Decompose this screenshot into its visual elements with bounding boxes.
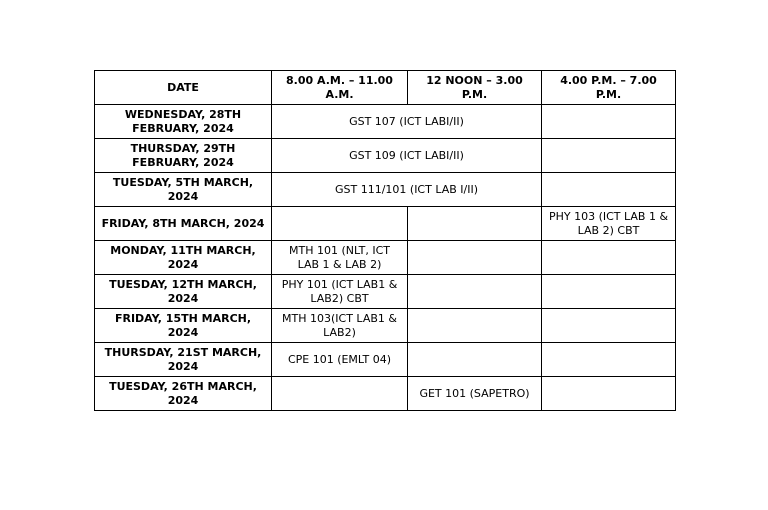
date-cell: TUESDAY, 5TH MARCH, 2024 — [95, 173, 272, 207]
exam-cell: GST 111/101 (ICT LAB I/II) — [272, 173, 542, 207]
exam-cell — [542, 139, 676, 173]
table-row — [95, 241, 676, 275]
exam-cell: GET 101 (SAPETRO) — [408, 377, 542, 411]
exam-timetable — [94, 70, 676, 411]
exam-cell — [542, 343, 676, 377]
exam-cell: PHY 101 (ICT LAB1 & LAB2) CBT — [272, 275, 408, 309]
date-cell: WEDNESDAY, 28TH FEBRUARY, 2024 — [95, 105, 272, 139]
exam-cell — [272, 377, 408, 411]
date-cell: THURSDAY, 29TH FEBRUARY, 2024 — [95, 139, 272, 173]
exam-cell — [408, 309, 542, 343]
date-cell: THURSDAY, 21ST MARCH, 2024 — [95, 343, 272, 377]
date-cell: MONDAY, 11TH MARCH, 2024 — [95, 241, 272, 275]
table-row — [95, 139, 676, 173]
exam-cell — [542, 309, 676, 343]
exam-cell: GST 109 (ICT LABI/II) — [272, 139, 542, 173]
table-row — [95, 343, 676, 377]
table-row — [95, 173, 676, 207]
exam-cell — [408, 241, 542, 275]
exam-cell — [542, 275, 676, 309]
table-row — [95, 275, 676, 309]
header-evening-slot: 4.00 P.M. – 7.00 P.M. — [542, 71, 676, 105]
header-date: DATE — [95, 71, 272, 105]
header-morning-slot: 8.00 A.M. – 11.00 A.M. — [272, 71, 408, 105]
table-row — [95, 207, 676, 241]
date-cell: TUESDAY, 12TH MARCH, 2024 — [95, 275, 272, 309]
exam-cell — [542, 377, 676, 411]
date-cell: FRIDAY, 8TH MARCH, 2024 — [95, 207, 272, 241]
exam-cell — [542, 241, 676, 275]
table-row — [95, 309, 676, 343]
exam-cell — [542, 105, 676, 139]
header-noon-slot: 12 NOON – 3.00 P.M. — [408, 71, 542, 105]
exam-cell — [408, 343, 542, 377]
header-row — [95, 71, 676, 105]
exam-cell: GST 107 (ICT LABI/II) — [272, 105, 542, 139]
exam-cell — [272, 207, 408, 241]
exam-cell — [408, 275, 542, 309]
exam-cell — [542, 173, 676, 207]
exam-cell: MTH 103(ICT LAB1 & LAB2) — [272, 309, 408, 343]
exam-cell: MTH 101 (NLT, ICT LAB 1 & LAB 2) — [272, 241, 408, 275]
exam-cell: CPE 101 (EMLT 04) — [272, 343, 408, 377]
exam-cell: PHY 103 (ICT LAB 1 & LAB 2) CBT — [542, 207, 676, 241]
table-row — [95, 105, 676, 139]
date-cell: FRIDAY, 15TH MARCH, 2024 — [95, 309, 272, 343]
exam-cell — [408, 207, 542, 241]
table-row — [95, 377, 676, 411]
date-cell: TUESDAY, 26TH MARCH, 2024 — [95, 377, 272, 411]
